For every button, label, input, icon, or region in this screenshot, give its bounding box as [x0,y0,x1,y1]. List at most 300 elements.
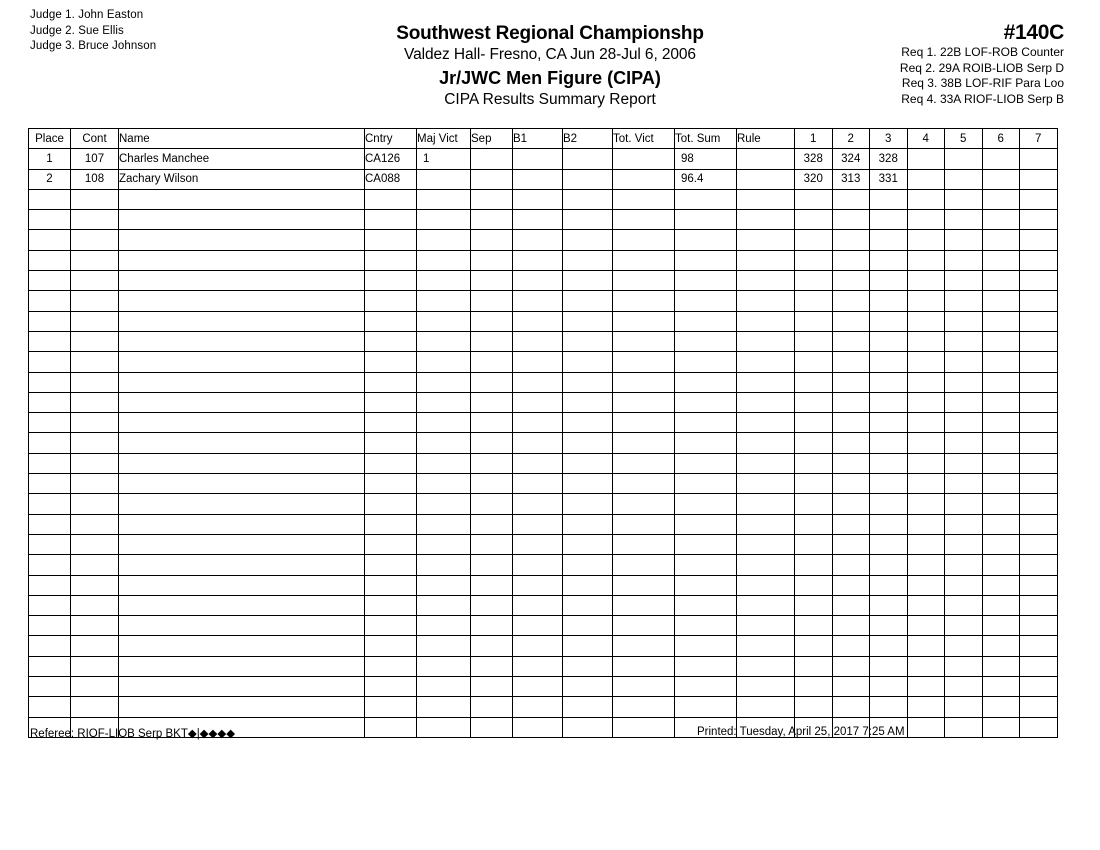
cell-cont [71,189,119,209]
cell-rule [737,697,795,717]
cell-rule [737,616,795,636]
cell-j6 [982,230,1020,250]
cell-j6 [982,413,1020,433]
column-header-b2: B2 [563,129,613,149]
cell-rule [737,474,795,494]
column-header-rule: Rule [737,129,795,149]
cell-b2 [563,677,613,697]
cell-place [29,514,71,534]
cell-cntry [365,311,417,331]
cell-maj_vict [417,169,471,189]
cell-j7 [1020,494,1058,514]
requirement-item: Req 3. 38B LOF-RIF Para Loo [901,76,1064,91]
cell-j2 [832,514,870,534]
referee-line: Referee: RIOF-LIOB Serp BKT◆|◆◆◆◆ [30,728,236,740]
cell-j5 [945,656,983,676]
cell-j1 [795,210,833,230]
column-header-tot_vict: Tot. Vict [613,129,675,149]
cell-j6 [982,210,1020,230]
cell-sep [471,291,513,311]
cell-j1 [795,230,833,250]
table-row-empty[interactable] [29,656,1058,676]
cell-name [119,514,365,534]
cell-name [119,575,365,595]
cell-j3 [870,575,908,595]
table-row-empty[interactable] [29,494,1058,514]
cell-name: Charles Manchee [119,149,365,169]
cell-sep [471,210,513,230]
cell-j5 [945,534,983,554]
cell-maj_vict: 1 [417,149,471,169]
cell-j2 [832,413,870,433]
table-row-empty[interactable] [29,271,1058,291]
cell-j3: 328 [870,149,908,169]
cell-j4 [907,311,945,331]
cell-name: Zachary Wilson [119,169,365,189]
cell-j1 [795,291,833,311]
requirement-item: Req 4. 33A RIOF-LIOB Serp B [901,91,1064,106]
column-header-j2: 2 [832,129,870,149]
cell-j7 [1020,372,1058,392]
table-row-empty[interactable] [29,636,1058,656]
cell-rule [737,677,795,697]
cell-tot_sum [675,534,737,554]
table-row-empty[interactable] [29,534,1058,554]
cell-maj_vict [417,616,471,636]
cell-j1 [795,352,833,372]
cell-j5 [945,514,983,534]
cell-j4 [907,656,945,676]
cell-name [119,250,365,270]
cell-j5 [945,433,983,453]
cell-place [29,636,71,656]
cell-j3 [870,372,908,392]
cell-cont [71,453,119,473]
cell-j2 [832,555,870,575]
cell-j5 [945,392,983,412]
cell-j6 [982,453,1020,473]
cell-b1 [513,331,563,351]
cell-name [119,697,365,717]
cell-j7 [1020,392,1058,412]
cell-tot_sum [675,636,737,656]
cell-j4 [907,453,945,473]
cell-j7 [1020,697,1058,717]
cell-j6 [982,433,1020,453]
cell-cntry [365,534,417,554]
cell-j1 [795,555,833,575]
table-row-empty[interactable] [29,453,1058,473]
cell-tot_vict [613,474,675,494]
cell-b1 [513,250,563,270]
cell-b2 [563,534,613,554]
cell-j6 [982,555,1020,575]
cell-place [29,230,71,250]
cell-rule [737,169,795,189]
cell-b2 [563,616,613,636]
cell-j5 [945,250,983,270]
cell-j5 [945,413,983,433]
cell-j3 [870,210,908,230]
cell-tot_sum [675,189,737,209]
cell-j4 [907,392,945,412]
cell-j7 [1020,595,1058,615]
cell-j7 [1020,189,1058,209]
cell-j4 [907,210,945,230]
cell-j4 [907,575,945,595]
cell-cntry [365,453,417,473]
cell-j1 [795,677,833,697]
cell-j6 [982,189,1020,209]
cell-j5 [945,697,983,717]
cell-j6 [982,656,1020,676]
cell-j1 [795,392,833,412]
cell-rule [737,555,795,575]
cell-j2 [832,189,870,209]
cell-j7 [1020,636,1058,656]
table-row-empty[interactable] [29,697,1058,717]
cell-cont [71,372,119,392]
cell-place [29,331,71,351]
cell-cntry [365,494,417,514]
cell-name [119,372,365,392]
cell-place [29,575,71,595]
cell-maj_vict [417,352,471,372]
cell-rule [737,534,795,554]
cell-name [119,677,365,697]
cell-j3 [870,494,908,514]
cell-j2 [832,534,870,554]
cell-cont [71,514,119,534]
cell-tot_vict [613,169,675,189]
cell-cont [71,697,119,717]
cell-sep [471,656,513,676]
cell-place: 2 [29,169,71,189]
cell-place [29,677,71,697]
cell-cont [71,595,119,615]
cell-j7 [1020,677,1058,697]
cell-j2 [832,677,870,697]
cell-tot_sum [675,352,737,372]
cell-sep [471,514,513,534]
column-header-j4: 4 [907,129,945,149]
cell-j3 [870,311,908,331]
cell-j7 [1020,169,1058,189]
cell-j6 [982,352,1020,372]
cell-j3 [870,514,908,534]
cell-maj_vict [417,677,471,697]
cell-j7 [1020,331,1058,351]
cell-j1 [795,372,833,392]
table-row-empty[interactable] [29,210,1058,230]
cell-maj_vict [417,230,471,250]
cell-j6 [982,331,1020,351]
cell-j7 [1020,474,1058,494]
cell-place [29,433,71,453]
cell-cntry [365,250,417,270]
cell-j1 [795,250,833,270]
cell-place [29,413,71,433]
cell-tot_vict [613,210,675,230]
cell-j4 [907,534,945,554]
cell-cntry [365,210,417,230]
table-row-empty[interactable] [29,291,1058,311]
cell-rule [737,433,795,453]
cell-j2 [832,291,870,311]
table-row-empty[interactable] [29,555,1058,575]
cell-j5 [945,311,983,331]
cell-b1 [513,453,563,473]
cell-tot_sum [675,331,737,351]
cell-cntry [365,575,417,595]
cell-j5 [945,372,983,392]
cell-b1 [513,555,563,575]
cell-j3 [870,352,908,372]
cell-j3 [870,534,908,554]
table-row-empty[interactable] [29,372,1058,392]
judge-list-item: Judge 1. John Easton [30,9,144,21]
cell-sep [471,474,513,494]
cell-tot_vict [613,697,675,717]
cell-tot_vict [613,494,675,514]
cell-cntry [365,413,417,433]
cell-rule [737,372,795,392]
cell-rule [737,413,795,433]
cell-name [119,453,365,473]
cell-j2 [832,250,870,270]
cell-tot_vict [613,413,675,433]
cell-j4 [907,372,945,392]
table-row[interactable] [29,169,1058,189]
cell-j4 [907,595,945,615]
cell-maj_vict [417,433,471,453]
cell-cont [71,392,119,412]
cell-j1 [795,474,833,494]
cell-j7 [1020,514,1058,534]
table-row-empty[interactable] [29,392,1058,412]
cell-j1 [795,656,833,676]
cell-maj_vict [417,271,471,291]
results-table-container [28,128,1053,738]
cell-b1 [513,413,563,433]
cell-maj_vict [417,534,471,554]
cell-j1 [795,413,833,433]
cell-j1 [795,697,833,717]
cell-j1 [795,534,833,554]
table-row-empty[interactable] [29,352,1058,372]
cell-b1 [513,230,563,250]
cell-name [119,210,365,230]
cell-b2 [563,392,613,412]
cell-j5 [945,189,983,209]
cell-j6 [982,149,1020,169]
table-row-empty[interactable] [29,474,1058,494]
cell-b2 [563,453,613,473]
table-row-empty[interactable] [29,413,1058,433]
column-header-j3: 3 [870,129,908,149]
table-row-empty[interactable] [29,311,1058,331]
cell-j7 [1020,616,1058,636]
cell-tot_sum [675,271,737,291]
cell-j1 [795,616,833,636]
cell-cont [71,575,119,595]
cell-b1 [513,534,563,554]
cell-sep [471,636,513,656]
cell-j2 [832,616,870,636]
cell-place [29,352,71,372]
cell-j5 [945,474,983,494]
cell-cont [71,636,119,656]
cell-j1 [795,494,833,514]
cell-place [29,534,71,554]
cell-tot_vict [613,250,675,270]
cell-maj_vict [417,372,471,392]
cell-j6 [982,534,1020,554]
cell-cntry [365,271,417,291]
cell-j3 [870,697,908,717]
cell-b1 [513,575,563,595]
cell-b2 [563,697,613,717]
cell-j6 [982,474,1020,494]
event-title: Jr/JWC Men Figure (CIPA) [439,68,661,88]
cell-sep [471,677,513,697]
cell-j7 [1020,352,1058,372]
cell-maj_vict [417,413,471,433]
cell-sep [471,494,513,514]
cell-j6 [982,494,1020,514]
cell-cntry [365,595,417,615]
cell-maj_vict [417,210,471,230]
table-row-empty[interactable] [29,616,1058,636]
cell-name [119,331,365,351]
cell-j5 [945,494,983,514]
column-header-name: Name [119,129,365,149]
cell-cntry [365,392,417,412]
cell-b2 [563,413,613,433]
cell-place [29,697,71,717]
cell-tot_vict [613,230,675,250]
cell-j6 [982,677,1020,697]
cell-j6 [982,372,1020,392]
cell-tot_vict [613,595,675,615]
cell-rule [737,656,795,676]
cell-rule [737,331,795,351]
cell-cntry [365,331,417,351]
cell-place [29,555,71,575]
table-row-empty[interactable] [29,514,1058,534]
cell-maj_vict [417,555,471,575]
table-row-empty[interactable] [29,331,1058,351]
cell-j3 [870,331,908,351]
cell-cntry [365,514,417,534]
cell-cont [71,555,119,575]
cell-maj_vict [417,595,471,615]
cell-name [119,392,365,412]
cell-j6 [982,595,1020,615]
report-subtitle: CIPA Results Summary Report [444,91,656,108]
cell-tot_sum [675,311,737,331]
cell-j5 [945,595,983,615]
cell-j3 [870,413,908,433]
cell-name [119,494,365,514]
table-row-empty[interactable] [29,575,1058,595]
cell-tot_sum [675,616,737,636]
table-row[interactable] [29,149,1058,169]
results-table [28,128,1058,738]
cell-j2: 324 [832,149,870,169]
cell-j6 [982,697,1020,717]
cell-maj_vict [417,189,471,209]
cell-name [119,656,365,676]
cell-b2 [563,555,613,575]
cell-tot_vict [613,616,675,636]
cell-j2 [832,697,870,717]
cell-name [119,230,365,250]
cell-rule [737,453,795,473]
table-row-empty[interactable] [29,595,1058,615]
table-row-empty[interactable] [29,250,1058,270]
cell-sep [471,433,513,453]
table-row-empty[interactable] [29,189,1058,209]
cell-j5 [945,453,983,473]
cell-sep [471,230,513,250]
cell-place [29,372,71,392]
table-row-empty[interactable] [29,433,1058,453]
cell-cont [71,656,119,676]
cell-j6 [982,575,1020,595]
figure-code: #140C [1003,21,1064,44]
table-row-empty[interactable] [29,230,1058,250]
cell-tot_vict [613,534,675,554]
table-row-empty[interactable] [29,677,1058,697]
cell-sep [471,392,513,412]
cell-b1 [513,616,563,636]
cell-sep [471,372,513,392]
cell-b1 [513,514,563,534]
cell-j4 [907,514,945,534]
cell-j7 [1020,656,1058,676]
cell-tot_sum [675,210,737,230]
cell-name [119,433,365,453]
cell-j7 [1020,555,1058,575]
cell-b2 [563,169,613,189]
cell-j1 [795,453,833,473]
cell-tot_sum [675,474,737,494]
cell-name [119,595,365,615]
cell-j3: 331 [870,169,908,189]
cell-j4 [907,250,945,270]
cell-rule [737,210,795,230]
cell-place [29,595,71,615]
cell-j5 [945,677,983,697]
cell-j3 [870,595,908,615]
cell-place [29,616,71,636]
venue-and-dates: Valdez Hall- Fresno, CA Jun 28-Jul 6, 2006 [404,46,696,63]
cell-place [29,392,71,412]
cell-name [119,413,365,433]
cell-cont [71,677,119,697]
cell-j7 [1020,230,1058,250]
cell-b2 [563,149,613,169]
cell-sep [471,555,513,575]
cell-cntry [365,352,417,372]
cell-j5 [945,169,983,189]
cell-j7 [1020,271,1058,291]
cell-sep [471,189,513,209]
cell-tot_vict [613,575,675,595]
cell-maj_vict [417,392,471,412]
cell-j1 [795,514,833,534]
